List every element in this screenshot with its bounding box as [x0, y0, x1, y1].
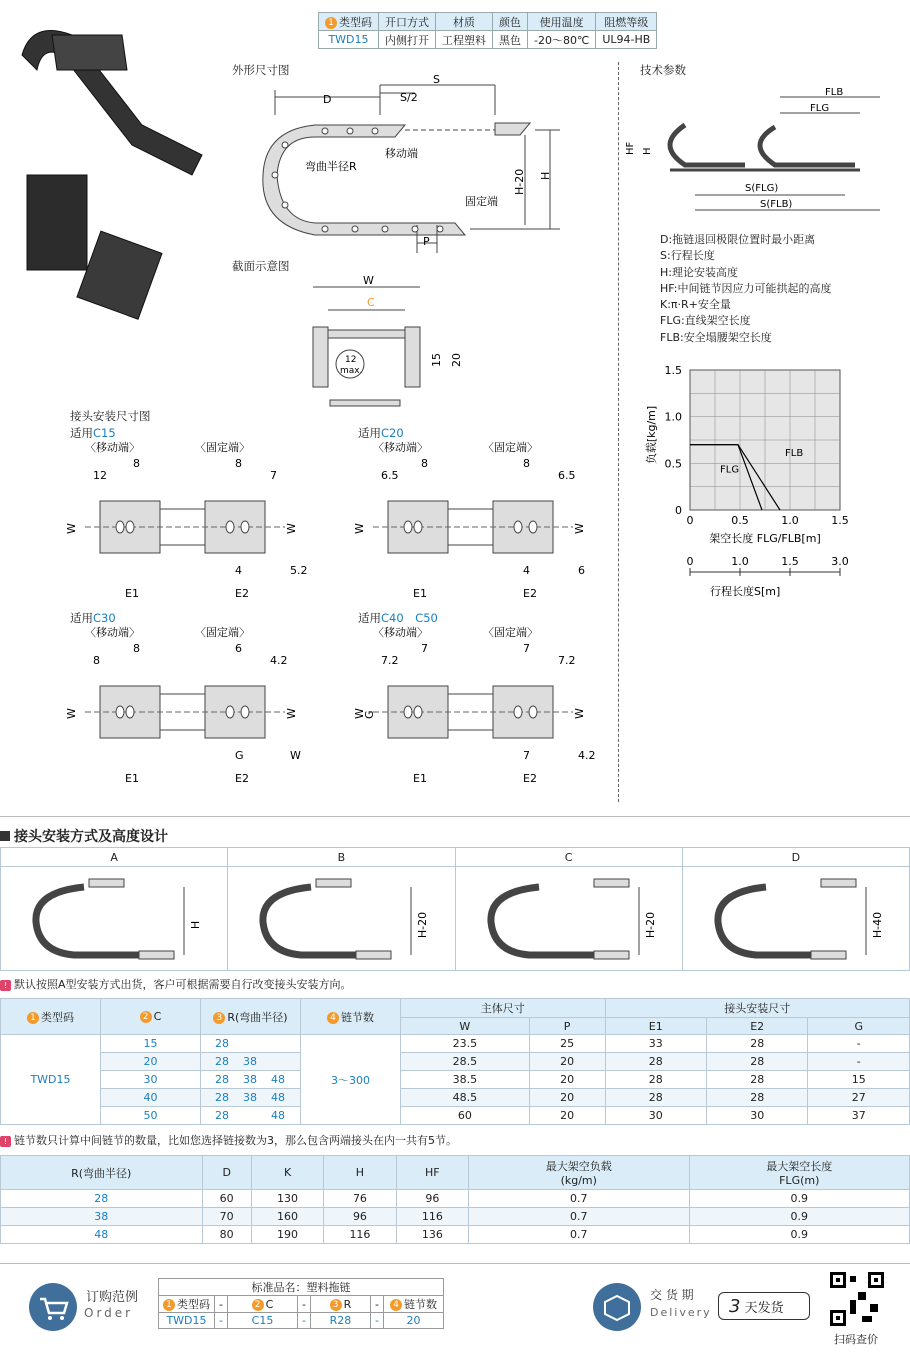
hole [514, 706, 522, 718]
dim-e: 4 [235, 564, 242, 577]
dim-w2: W [285, 708, 298, 719]
x2-tick: 1.5 [781, 555, 799, 568]
delivery-subtitle: Delivery [650, 1306, 712, 1319]
delivery-icon [592, 1282, 642, 1332]
dim-w2: W [285, 523, 298, 534]
height-label: H-40 [870, 911, 884, 939]
dim-D: D [323, 93, 332, 106]
hole [226, 521, 234, 533]
install-table: A B C D H H-20 H-20 H-40 [0, 847, 910, 971]
fixed-end: 〈固定端〉 [195, 626, 250, 639]
dim-b: 8 [133, 457, 140, 470]
dim-SFLG: S(FLG) [745, 183, 779, 194]
tech-title: 技术参数 [640, 63, 686, 77]
tech-drawing [625, 85, 905, 225]
bracket-bottom [139, 951, 174, 959]
chain-shape [718, 887, 826, 955]
dim-C: C [367, 296, 375, 309]
table-row: 20 28 38 28.5 20 28 28 - [1, 1053, 910, 1071]
joint-label: 适用C20 [358, 426, 404, 440]
dim-e: G [235, 749, 244, 762]
dim-d: 4.2 [270, 654, 288, 667]
dim-a: 6.5 [381, 469, 399, 482]
dim-f: 4.2 [578, 749, 596, 762]
move-end: 〈移动端〉 [85, 626, 140, 639]
dim-d: 7 [270, 469, 277, 482]
install-title: 接头安装方式及高度设计 [0, 826, 910, 846]
dim-w2: W [573, 523, 586, 534]
x-tick: 0 [686, 514, 694, 527]
max-size: 12 [345, 355, 357, 365]
fixed-label: 固定端 [465, 195, 498, 208]
height-label: H [189, 920, 203, 930]
dim-b: 7 [421, 642, 428, 655]
fixed-end: 〈固定端〉 [195, 441, 250, 454]
dim-H20: H-20 [513, 168, 526, 195]
install-type-A [14, 867, 214, 967]
bracket-top [316, 879, 351, 887]
dim-a: 7.2 [381, 654, 399, 667]
dim-20: 20 [450, 353, 463, 367]
dim-15: 15 [430, 353, 443, 367]
dim-H: H [539, 171, 552, 180]
joint-drawing-1 [45, 439, 308, 604]
y-tick: 0.5 [664, 457, 682, 471]
dim-g: G [363, 710, 376, 719]
x-label: 架空长度 FLG/FLB[m] [709, 532, 821, 545]
dim-b: 8 [133, 642, 140, 655]
table-row: 28 60 130 76 96 0.7 0.9 [1, 1190, 910, 1208]
section-drawing [305, 272, 465, 412]
table-row: 30 28 38 48 38.5 20 28 28 15 [1, 1071, 910, 1089]
dim-S2: S/2 [400, 91, 418, 104]
x-tick: 1.0 [781, 514, 799, 527]
dim-e: 4 [523, 564, 530, 577]
chain-shape [263, 887, 371, 955]
dim-d: 7.2 [558, 654, 576, 667]
joint-drawing-4 [333, 624, 596, 789]
section-title: 截面示意图 [232, 259, 290, 273]
dim-S: S [433, 73, 440, 86]
dim-w2: W [573, 708, 586, 719]
spec-table-2: 1 类型码 2 C 3 R(弯曲半径) 4 链节数 主体尺寸 接头安装尺寸 W P E1 E2 G TWD15 15 28 3～300 23.5 25 33 28 - 20 28 38 28.5 20 28 28 - 30 28 38 48 38.5 20 28 28 15 40 28 38 48 48.5 20 28 28 27 50 28 48 60 20 30 30 37 [0, 998, 910, 1125]
dim-c: 8 [523, 457, 530, 470]
joint-title: 接头安装尺寸图 [70, 409, 151, 423]
dim-e2: E2 [523, 772, 537, 785]
x-tick: 0.5 [731, 514, 749, 527]
qr-code-icon[interactable] [828, 1270, 886, 1328]
height-label: H-20 [643, 911, 657, 939]
dim-H2: H [642, 147, 653, 155]
bracket-top [89, 879, 124, 887]
dim-c: 8 [235, 457, 242, 470]
outline-title: 外形尺寸图 [232, 63, 290, 77]
dim-FLG: FLG [810, 103, 830, 114]
dim-e2: E2 [235, 587, 249, 600]
install-type-C [469, 867, 669, 967]
dim-P: P [423, 235, 430, 248]
table-row: 38 70 160 96 116 0.7 0.9 [1, 1208, 910, 1226]
hole [529, 521, 537, 533]
fixed-end: 〈固定端〉 [483, 441, 538, 454]
hole [126, 706, 134, 718]
move-end: 〈移动端〉 [373, 441, 428, 454]
x2-tick: 0 [686, 555, 694, 568]
product-photo [12, 15, 212, 335]
dim-SFLB: S(FLB) [760, 199, 793, 210]
param-list: D:拖链退回极限位置时最小距离 S:行程长度 H:理论安装高度 HF:中间链节因应力可能拱起的高度 K:π·R+安全量 FLG:直线架空长度 FLB:安全塌腰架空长度 [660, 233, 832, 344]
outline-drawing [255, 75, 605, 255]
order-title: 订购范例 [86, 1290, 139, 1305]
dimension-table: R(弯曲半径) D K H HF 最大架空负载 (kg/m) 最大架空长度 FLG(m) 28 60 130 76 96 0.7 0.9 38 70 160 96 116 0.7 0.9 48 80 190 116 136 0.7 0.9 [0, 1155, 910, 1244]
hole [126, 521, 134, 533]
dim-HF: HF [625, 141, 636, 155]
chain-shape [491, 887, 599, 955]
delivery-box: 3 天发货 [718, 1292, 810, 1320]
note-1: ! 默认按照A型安装方式出货，客户可根据需要自行改变接头安装方向。 [0, 976, 352, 992]
spec-table: 1 类型码 开口方式 材质 颜色 使用温度 阻燃等级 TWD15 内侧打开 工程塑料 黑色 -20～80℃ UL94-HB [318, 12, 657, 49]
dim-e1: E1 [413, 587, 427, 600]
dim-e1: E1 [413, 772, 427, 785]
move-end: 〈移动端〉 [373, 626, 428, 639]
table-row: 50 28 48 60 20 30 30 37 [1, 1107, 910, 1125]
dim-e1: E1 [125, 772, 139, 785]
dim-w: W [353, 708, 366, 719]
divider [618, 62, 619, 802]
hole [241, 521, 249, 533]
dim-e2: E2 [523, 587, 537, 600]
chain-shape [36, 887, 144, 955]
install-type-D [696, 867, 896, 967]
dim-w: W [353, 523, 366, 534]
hole [116, 706, 124, 718]
y-tick: 1.5 [664, 364, 682, 377]
note-2: ! 链节数只计算中间链节的数量，比如您选择链接数为3，那么包含两端接头在内一共有5节。 [0, 1132, 457, 1148]
hole [226, 706, 234, 718]
qr-label: 扫码查价 [834, 1333, 878, 1346]
dim-f: 6 [578, 564, 585, 577]
dim-e: 7 [523, 749, 530, 762]
load-chart [640, 360, 880, 610]
x2-tick: 3.0 [831, 555, 849, 568]
order-subtitle: Order [84, 1306, 134, 1320]
dim-c: 7 [523, 642, 530, 655]
order-example [0, 1263, 910, 1353]
bracket-bottom [594, 951, 629, 959]
y-label: 负载[kg/m] [645, 405, 658, 465]
bracket-bottom [811, 951, 846, 959]
x-tick: 1.5 [831, 514, 849, 527]
table-row: 40 28 38 48 48.5 20 28 28 27 [1, 1089, 910, 1107]
hole [414, 521, 422, 533]
hole [404, 521, 412, 533]
x2-tick: 1.0 [731, 555, 749, 568]
hole [116, 521, 124, 533]
dim-b: 8 [421, 457, 428, 470]
joint-label: 适用C40 C50 [358, 611, 438, 625]
move-end: 〈移动端〉 [85, 441, 140, 454]
dim-e2: E2 [235, 772, 249, 785]
bend-label: 弯曲半径R [305, 160, 357, 173]
joint-label: 适用C30 [70, 611, 116, 625]
hole [529, 706, 537, 718]
height-label: H-20 [416, 911, 430, 939]
dim-a: 8 [93, 654, 100, 667]
joint-label: 适用C15 [70, 426, 116, 440]
hole [514, 521, 522, 533]
dim-f: W [290, 749, 301, 762]
delivery-title: 交 货 期 [650, 1288, 694, 1302]
dim-w: W [65, 523, 78, 534]
table-row: TWD15 15 28 3～300 23.5 25 33 28 - [1, 1035, 910, 1053]
dim-w: W [65, 708, 78, 719]
joint-drawing-3 [45, 624, 305, 789]
x2-label: 行程长度S[m] [710, 585, 781, 598]
hole [404, 706, 412, 718]
dim-f: 5.2 [290, 564, 308, 577]
joint-drawing-2 [333, 439, 593, 604]
table-row: 48 80 190 116 136 0.7 0.9 [1, 1226, 910, 1244]
move-label: 移动端 [385, 147, 418, 160]
install-type-B [241, 867, 441, 967]
bracket-bottom [356, 951, 391, 959]
fixed-end: 〈固定端〉 [483, 626, 538, 639]
hole [414, 706, 422, 718]
order-table: 标准品名：塑料拖链 1 类型码 - 2 C - 3 R - 4 链节数 TWD15 - C15 - R28 - 20 [158, 1278, 444, 1329]
dim-a: 12 [93, 469, 107, 482]
hole [241, 706, 249, 718]
legend-FLG: FLG [720, 464, 740, 476]
dim-d: 6.5 [558, 469, 576, 482]
dim-c: 6 [235, 642, 242, 655]
max-label: max. [340, 366, 363, 376]
y-tick: 1.0 [664, 410, 682, 424]
dim-e1: E1 [125, 587, 139, 600]
cart-icon [28, 1282, 78, 1332]
dim-FLB: FLB [825, 87, 844, 98]
y-tick: 0 [675, 504, 682, 517]
bracket-top [594, 879, 629, 887]
dim-W: W [363, 274, 374, 287]
bracket-top [821, 879, 856, 887]
legend-FLB: FLB [785, 447, 804, 459]
